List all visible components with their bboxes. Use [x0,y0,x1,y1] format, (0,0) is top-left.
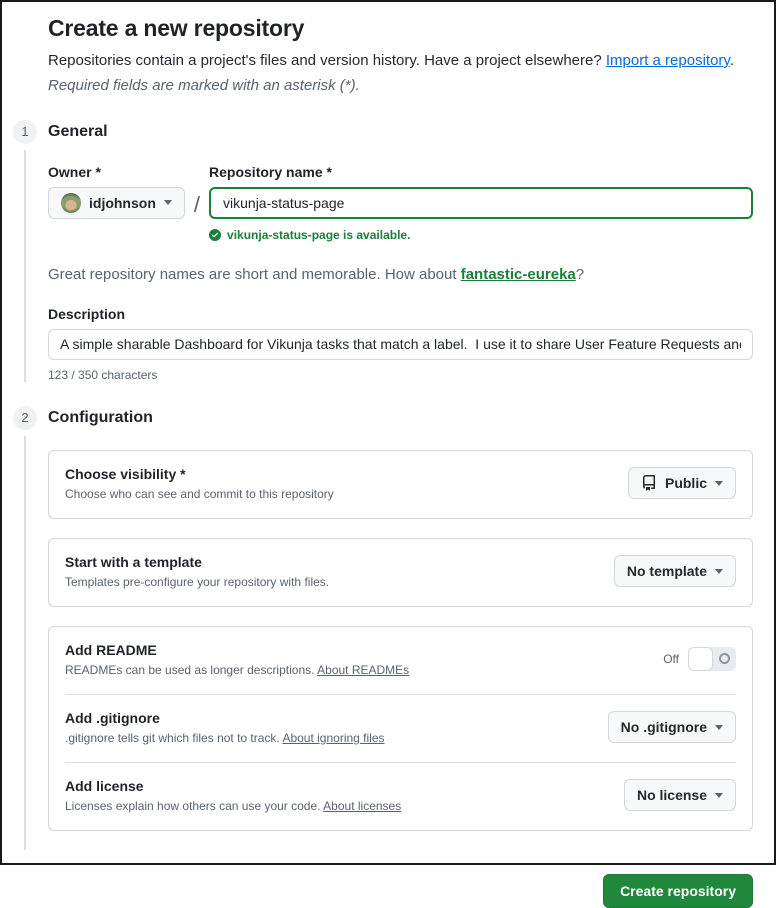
gitignore-title: Add .gitignore [65,709,160,726]
visibility-title: Choose visibility * [65,465,186,482]
owner-repo-separator: / [193,191,201,217]
step-2-connector-line [24,436,26,850]
toggle-off-icon [719,653,730,664]
import-repository-link[interactable]: Import a repository [605,52,730,69]
add-readme-row [49,627,752,694]
suggested-name-link[interactable]: fantastic-eureka [460,265,576,283]
suggestion-text: Great repository names are short and memorable. How about [48,265,461,283]
toggle-knob [688,647,713,671]
step-2-indicator: 2 [13,406,37,430]
general-section [2,120,774,382]
owner-label: Owner * [48,163,101,180]
description-label: Description [48,305,126,322]
visibility-value: Public [664,475,707,492]
repository-name-input[interactable] [209,187,753,219]
subtitle-text: Repositories contain a project's files and version history. Have a project elsewhere? [48,52,606,69]
owner-name: idjohnson [89,194,156,211]
repository-name-label: Repository name * [209,163,332,180]
about-ignoring-files-link[interactable]: About ignoring files [282,730,385,745]
readme-title: Add README [65,641,157,658]
chevron-down-icon [715,569,723,574]
template-title: Start with a template [65,553,202,570]
template-card [48,538,753,607]
owner-select[interactable] [48,187,185,219]
chevron-down-icon [715,725,723,730]
page-header [2,2,774,94]
add-license-row [49,763,752,830]
step-1-indicator: 1 [13,120,37,144]
step-1-column [2,120,48,382]
template-subtitle: Templates pre-configure your repository with files. [65,574,330,589]
gitignore-subtitle-text: .gitignore tells git which files not to track. [65,730,283,745]
page-subtitle [48,50,753,72]
readme-toggle-status: Off [663,652,679,667]
general-heading: General [48,122,108,140]
page-title: Create a new repository [48,15,305,41]
license-select[interactable] [624,779,736,811]
visibility-subtitle: Choose who can see and commit to this repository [65,486,334,501]
chevron-down-icon [164,200,172,205]
chevron-down-icon [715,481,723,486]
license-subtitle [65,799,401,813]
form-footer [2,850,774,908]
character-count: 123 / 350 characters [48,367,158,382]
license-title: Add license [65,777,144,794]
license-subtitle-text: Licenses explain how others can use your code. [65,798,324,813]
readme-toggle[interactable] [688,647,736,671]
check-circle-icon [209,229,221,241]
template-value: No template [626,563,707,580]
gitignore-subtitle [65,731,385,745]
template-select[interactable] [614,555,736,587]
suggestion-question-mark: ? [575,265,585,283]
required-fields-note: Required fields are marked with an asterisk (*). [48,76,360,94]
configuration-heading: Configuration [48,408,153,426]
subtitle-period: . [729,52,734,69]
readme-subtitle-text: READMEs can be used as longer descriptions. [65,662,318,677]
add-gitignore-row [49,695,752,762]
step-2-column [2,406,48,850]
create-repository-button[interactable]: Create repository [603,874,753,908]
gitignore-value: No .gitignore [620,719,707,736]
availability-message [209,228,753,242]
step-1-connector-line [24,150,26,382]
readme-subtitle [65,663,409,677]
configuration-section [2,406,774,850]
license-value: No license [636,787,707,804]
availability-text: vikunja-status-page is available. [227,227,411,242]
description-input[interactable] [48,329,753,360]
about-readmes-link[interactable]: About READMEs [317,662,410,677]
repo-files-card [48,626,753,831]
repo-icon [641,475,657,491]
avatar [61,193,81,213]
description-group [48,306,753,382]
about-licenses-link[interactable]: About licenses [323,798,402,813]
gitignore-select[interactable] [608,711,736,743]
owner-repo-row [48,164,753,242]
visibility-card [48,450,753,519]
chevron-down-icon [715,793,723,798]
name-suggestion [48,266,753,283]
visibility-select[interactable] [628,467,736,499]
